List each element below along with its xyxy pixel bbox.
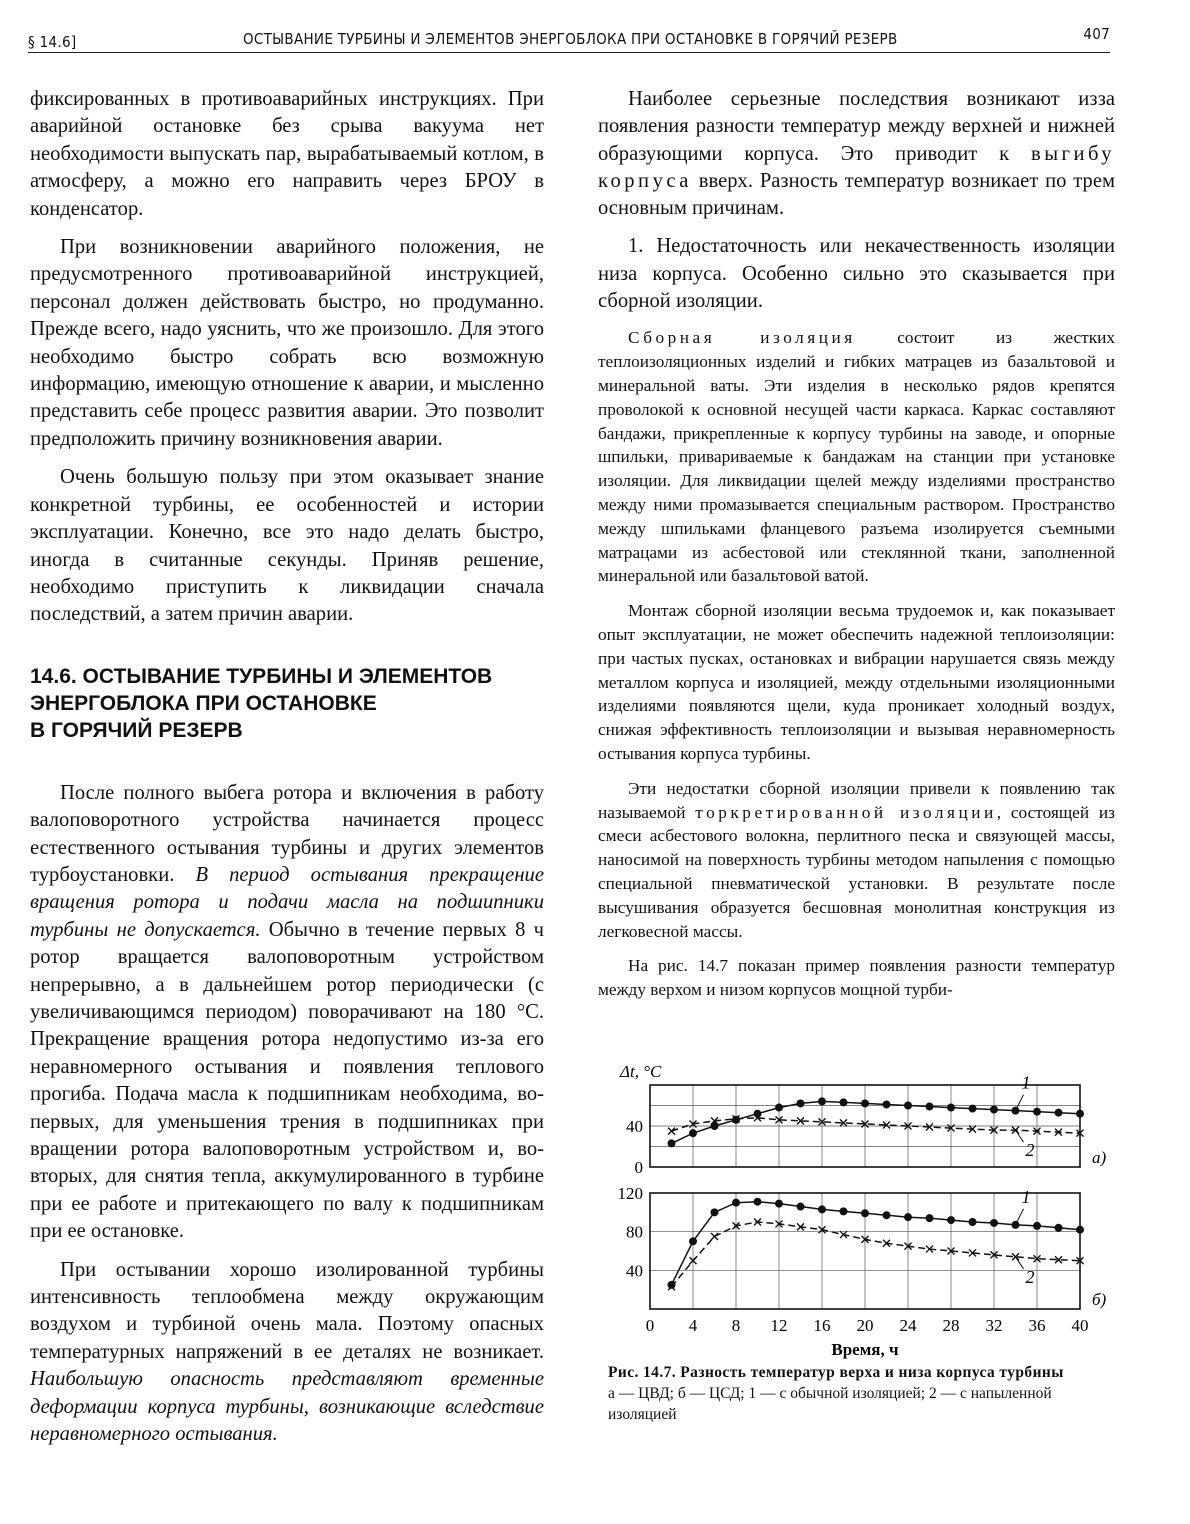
x-tick-label: 20 (856, 1316, 874, 1335)
data-point-1 (990, 1219, 998, 1227)
paragraph: Эти недостатки сборной изоляции привели к появлению так называемой торкретированной изоляции, состоящей из смеси асбестового волокна, перлитного песка и связующей массы, наносимой на поверхность турбины методом напыления с помощью специальной пневматической установки. В результате после высушивания образуется бесшовная монолитная конструкция из легковесной массы. (598, 778, 1115, 941)
data-point-1 (1055, 1224, 1063, 1232)
x-tick-label: 16 (813, 1316, 831, 1335)
data-point-1 (861, 1209, 869, 1217)
series-label-leader (1016, 1257, 1024, 1269)
figure-caption (608, 1362, 1114, 1425)
series-label: 2 (1025, 1140, 1035, 1161)
series-line-1 (672, 1202, 1081, 1285)
data-point-1 (947, 1104, 955, 1112)
caption-legend: а — ЦВД; б — ЦСД; 1 — с обычной изоляцией; 2 — с напыленной изоляцией (608, 1385, 1052, 1423)
panel-label: а) (1092, 1148, 1107, 1167)
data-point-1 (711, 1208, 719, 1216)
data-point-1 (1076, 1226, 1084, 1234)
x-tick-label: 24 (899, 1316, 917, 1335)
data-point-1 (840, 1098, 848, 1106)
data-point-1 (840, 1207, 848, 1215)
x-tick-label: 0 (645, 1316, 655, 1335)
running-title: ОСТЫВАНИЕ ТУРБИНЫ И ЭЛЕМЕНТОВ ЭНЕРГОБЛОКА ПРИ ОСТАНОВКЕ В ГОРЯЧИЙ РЕЗЕРВ (243, 30, 898, 48)
paragraph: Очень большую пользу при этом оказывает знание конкретной турбины, ее особенностей и истории эксплуатации. Конечно, все это надо делать быстро, иногда в считанные секунды. Приняв решение, необходимо приступить к ликвидации сначала последствий, а затем причин аварии. (30, 466, 544, 626)
data-point-1 (754, 1110, 762, 1118)
data-point-1 (883, 1100, 891, 1108)
data-point-1 (754, 1198, 762, 1206)
paragraph: На рис. 14.7 показан пример появления разности температур между верхом и низом корпусов мощной турби- (598, 956, 1115, 1000)
paragraph: Монтаж сборной изоляции весьма трудоемок и, как показывает опыт эксплуатации, не может обеспечить надежной теплоизоляции: при частых пусках, остановках и вибрации нарушается связь между металлом корпуса и изоляцией, между отдельными изоляционными изделиями появляются щели, куда проникает холодный воздух, снижая эффективность теплоизоляции и вызывая неравномерность остывания корпуса турбины. (598, 601, 1115, 763)
x-axis-label: Время, ч (831, 1340, 899, 1359)
series-label-leader (1016, 1209, 1024, 1225)
data-point-1 (818, 1205, 826, 1213)
section-ref: § 14.6] (28, 33, 77, 51)
left-column (30, 86, 544, 1459)
x-tick-label: 12 (770, 1316, 788, 1335)
data-point-1 (797, 1099, 805, 1107)
data-point-1 (797, 1203, 805, 1211)
y-tick-label: 40 (626, 1117, 643, 1136)
data-point-1 (1012, 1221, 1020, 1229)
paragraph: фиксированных в противоаварийных инструкциях. При аварийной остановке без срыва вакуума нет необходимости выпускать пар, вырабатываемый котлом, в атмосферу, а можно его направить через БРОУ в конденсатор. (30, 88, 544, 220)
data-point-1 (969, 1218, 977, 1226)
data-point-1 (775, 1104, 783, 1112)
paragraph: При остывании хорошо изолированной турбины интенсивность теплообмена между окружающим воздухом и турбиной очень мала. Поэтому опасных температурных напряжений в ее деталях не возникает. Наибольшую опасность представляют временные деформации корпуса турбины, возникающие вследствие неравномерного остывания. (30, 1258, 544, 1446)
data-point-1 (775, 1200, 783, 1208)
data-point-1 (818, 1097, 826, 1105)
caption-title: Рис. 14.7. Разность температур верха и низа корпуса турбины (608, 1364, 1064, 1381)
data-point-1 (969, 1105, 977, 1113)
page-number: 407 (1083, 25, 1110, 43)
paragraph: При возникновении аварийного положения, не предусмотренного противоаварийной инструкцией, персонал должен действовать быстро, но продуманно. Прежде всего, надо уяснить, что же произошло. Для этого необходимо быстро собрать всю возможную информацию, имеющую отношение к аварии, и мысленно представить себе процесс развития аварии. Это позволит предположить причину возникновения аварии. (30, 236, 544, 450)
x-tick-label: 4 (688, 1316, 698, 1335)
paragraph: После полного выбега ротора и включения в работу валоповоротного устройства начинается процесс естественного остывания турбины и других элементов турбоустановки. В период остывания прекращение вращения ротора и подачи масла на подшипники турбины не допускается. Обычно в течение первых 8 ч ротор вращается валоповоротным устройством непрерывно, а в дальнейшем ротор периодически (с увеличивающимся периодом) поворачивают на 180 °С. Прекращение вращения ротора недопустимо из-за его неравномерного остывания и появления теплового прогиба. Подача масла к подшипникам необходима, во-первых, для уменьшения трения в подшипниках при вращении ротора валоповоротным устройством и, во-вторых, для снятия тепла, аккумулированного в турбине при ее работе и притекающего по валу к подшипникам при ее остановке. (30, 781, 544, 1243)
section-heading: 14.6. ОСТЫВАНИЕ ТУРБИНЫ И ЭЛЕМЕНТОВ ЭНЕРГОБЛОКА ПРИ ОСТАНОВКЕ В ГОРЯЧИЙ РЕЗЕРВ (30, 664, 493, 742)
paragraph: Наиболее серьезные последствия возникают изза появления разности температур между верхней и нижней образующими корпуса. Это приводит к выгибу корпуса вверх. Разность температур возникает по трем основным причинам. (598, 88, 1115, 220)
x-tick-label: 8 (731, 1316, 741, 1335)
data-point-1 (1033, 1222, 1041, 1230)
right-column (598, 86, 1115, 1013)
series-label-leader (1016, 1095, 1024, 1111)
y-tick-label: 0 (634, 1158, 643, 1177)
data-point-1 (947, 1216, 955, 1224)
data-point-1 (732, 1199, 740, 1207)
data-point-2 (668, 1128, 675, 1135)
data-point-1 (883, 1211, 891, 1219)
page-header (28, 22, 1110, 53)
figure-14-7-chart (600, 1055, 1120, 1365)
data-point-1 (1033, 1108, 1041, 1116)
y-tick-label: 80 (626, 1222, 643, 1242)
series-label: 1 (1021, 1072, 1031, 1093)
panel-label: б) (1092, 1290, 1107, 1309)
paragraph: 1. Недостаточность или некачественность изоляции низа корпуса. Особенно сильно это сказывается при сборной изоляции. (598, 235, 1115, 313)
paragraph: Сборная изоляция состоит из жестких теплоизоляционных изделий и гибких матрацев из базальтовой и минеральной ваты. Эти изделия в несколько рядов крепятся проволокой к основной несущей части каркаса. Каркас составляют бандажи, прикрепленные к корпусу турбины на заводе, и опорные шпильки, привариваемые к бандажам на станции при установке изоляции. Для ликвидации щелей между изделиями пространство между ними промазывается специальным раствором. Пространство между шпильками фланцевого разъема изолируется съемными матрацами из асбестовой или стеклянной ткани, заполненной минеральной или базальтовой ватой. (598, 328, 1115, 586)
data-point-1 (689, 1237, 697, 1245)
series-label: 1 (1021, 1186, 1031, 1207)
data-point-1 (904, 1213, 912, 1221)
y-axis-label: Δt, °C (620, 1062, 662, 1081)
data-point-1 (732, 1116, 740, 1124)
data-point-2 (711, 1233, 718, 1240)
data-point-1 (1076, 1110, 1084, 1118)
x-tick-label: 40 (1071, 1316, 1089, 1335)
data-point-1 (904, 1102, 912, 1110)
y-tick-label: 120 (617, 1184, 643, 1203)
data-point-1 (861, 1099, 869, 1107)
data-point-1 (1055, 1109, 1063, 1117)
italic-emphasis: Наибольшую опасность представляют временные деформации корпуса турбины, возникающие вследствие неравномерного остывания. (30, 1368, 544, 1446)
x-tick-label: 32 (985, 1316, 1003, 1335)
x-tick-label: 28 (942, 1316, 960, 1335)
series-label-leader (1016, 1130, 1024, 1142)
italic-emphasis: В период остывания прекращение вращения ротора и подачи масла на подшипники турбины не допускается. (30, 863, 544, 941)
data-point-1 (926, 1214, 934, 1222)
data-point-1 (689, 1129, 697, 1137)
data-point-1 (926, 1103, 934, 1111)
x-tick-label: 36 (1028, 1316, 1046, 1335)
y-tick-label: 40 (626, 1261, 643, 1281)
data-point-1 (990, 1106, 998, 1114)
series-label: 2 (1025, 1266, 1035, 1287)
data-point-1 (668, 1139, 676, 1147)
